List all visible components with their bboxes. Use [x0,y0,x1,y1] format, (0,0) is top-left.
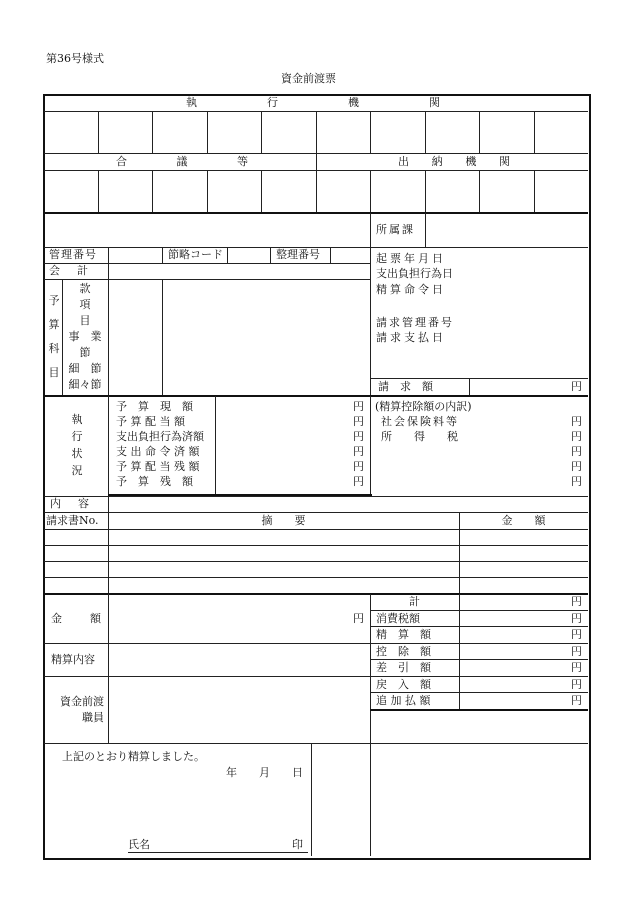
budget-item-saisetsu: 細 節 [68,362,102,375]
name-label: 氏名 [128,838,150,851]
budget-item-jigyou: 事 業 [68,330,102,343]
billing-payment-date-label: 請求支払日 [376,331,446,344]
status-yen-4: 円 [353,445,364,458]
invoice-no-label: 請求書No. [46,514,99,527]
consumption-tax-label: 消費税額 [376,612,420,625]
deduction-social-insurance: 社会保険料等 [381,415,459,428]
draft-date-label: 起票年月日 [376,252,446,265]
deduction-income-tax: 所 得 税 [381,430,458,443]
billing-amount-label: 請 求 額 [378,380,433,393]
status-budget-allocated: 予 算 配 当 額 [116,415,185,428]
date-day: 日 [292,766,303,779]
status-budget-current: 予 算 現 額 [116,400,193,413]
budget-item-saisaisetsu: 細々節 [68,378,102,391]
summary-yen-5: 円 [571,661,582,674]
budget-item-kan: 款 [79,282,91,295]
summary-yen-6: 円 [571,678,582,691]
disbursement-agency-header: 出 納 機 関 [398,155,510,168]
date-month: 月 [259,766,270,779]
status-yen-3: 円 [353,430,364,443]
form-number: 第36号様式 [46,52,104,65]
budget-category-label: 予算科目 [48,294,60,379]
status-yen-5: 円 [353,460,364,473]
deduction-yen-3: 円 [571,445,582,458]
net-amount-label: 差 引 額 [376,661,431,674]
refund-amount-label: 戻 入 額 [376,678,431,691]
billing-admin-number-label: 請求管理番号 [376,316,454,329]
deduction-yen-5: 円 [571,475,582,488]
arrangement-number-label: 整理番号 [276,248,320,261]
budget-item-kou: 項 [79,298,91,311]
summary-total-label: 計 [409,595,420,608]
summary-label: 摘 要 [261,514,306,527]
status-payment-order-done: 支 出 命 令 済 額 [116,445,200,458]
summary-yen-2: 円 [571,612,582,625]
content-label: 内 容 [50,497,92,510]
summary-yen-7: 円 [571,694,582,707]
execution-status-label: 執行状況 [71,413,83,477]
admin-number-label: 管理番号 [49,248,97,261]
kingaku-yen: 円 [353,612,364,625]
kingaku-label: 金 額 [51,612,103,625]
billing-amount-yen: 円 [571,380,582,393]
status-allocation-remaining: 予 算 配 当 残 額 [116,460,200,473]
additional-payment-label: 追 加 払 額 [376,694,431,707]
status-yen-2: 円 [353,415,364,428]
commitment-date-label: 支出負担行為日 [376,267,453,280]
deduction-header: (精算控除額の内訳) [375,400,472,413]
deduction-yen-2: 円 [571,430,582,443]
settlement-order-date-label: 精算命令日 [376,283,446,296]
declaration-text: 上記のとおり精算しました。 [62,750,205,763]
consultation-header: 合 議 等 [116,155,248,168]
seal-mark: 印 [292,838,303,851]
amount-column-label: 金 額 [501,514,546,527]
deduction-amount-label: 控 除 額 [376,645,431,658]
status-yen-6: 円 [353,475,364,488]
abbrev-code-label: 節略コード [168,248,223,261]
status-yen-1: 円 [353,400,364,413]
summary-yen-1: 円 [571,595,582,608]
status-budget-remaining: 予 算 残 額 [116,475,193,488]
settlement-amount-label: 精 算 額 [376,628,431,641]
summary-yen-3: 円 [571,628,582,641]
date-year: 年 [226,766,237,779]
accounting-label: 会 計 [49,264,91,277]
summary-yen-4: 円 [571,645,582,658]
settlement-content-label: 精算内容 [51,653,95,666]
budget-item-setsu: 節 [79,346,91,359]
executing-agency-header: 執 行 機 関 [186,96,440,109]
form-title: 資金前渡票 [281,72,336,85]
advance-staff-label: 資金前渡職員 [60,695,104,724]
name-underline [128,852,308,853]
deduction-yen-1: 円 [571,415,582,428]
status-commitment-done: 支出負担行為済額 [116,430,204,443]
dept-label: 所属課 [376,223,415,236]
budget-item-moku: 目 [79,314,91,327]
deduction-yen-4: 円 [571,460,582,473]
